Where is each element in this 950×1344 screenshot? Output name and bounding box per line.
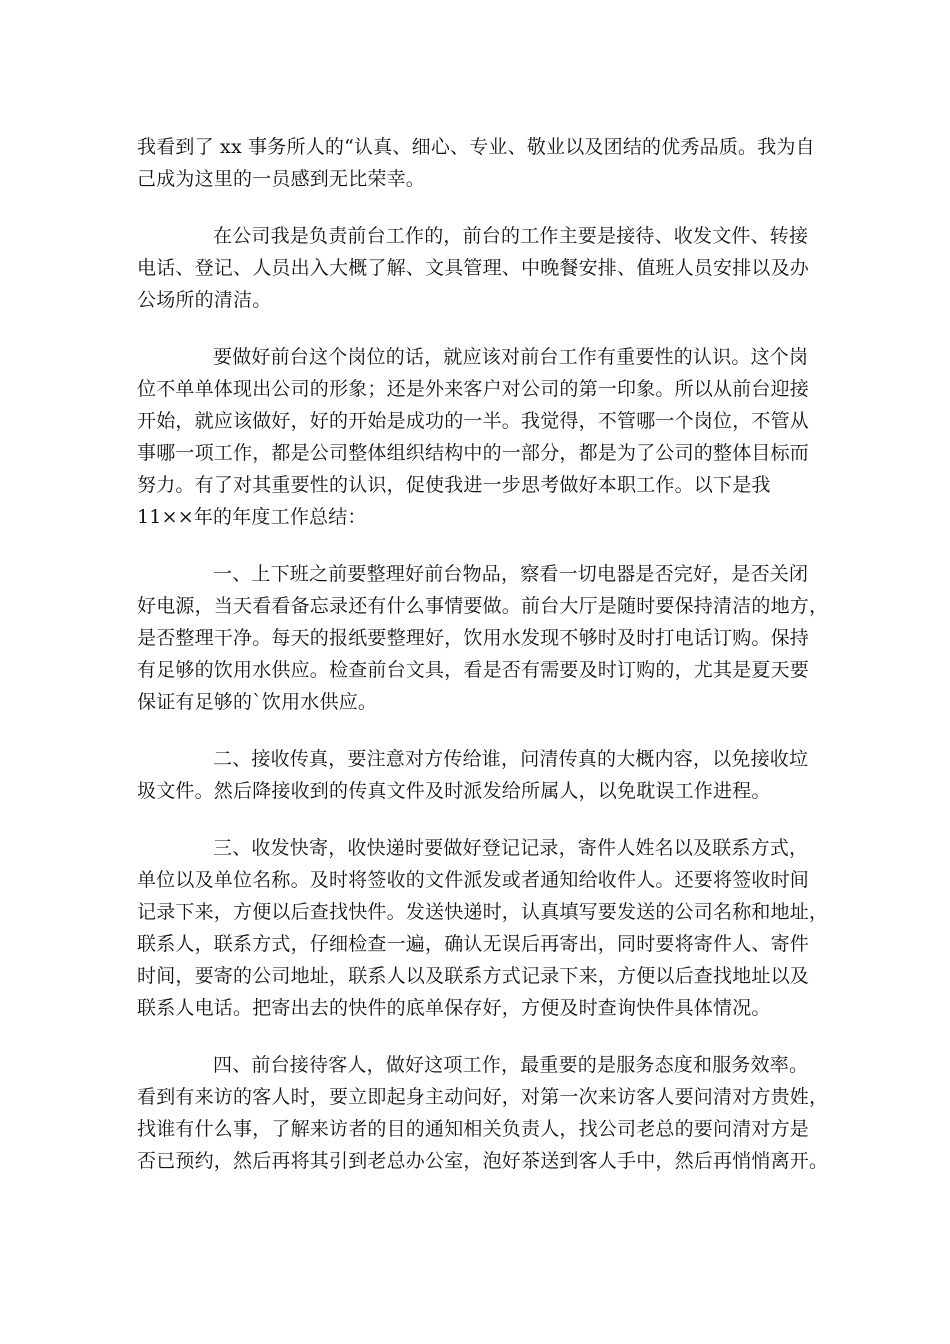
text-line: 11××年的年度工作总结：: [137, 506, 367, 528]
text-line: 事哪一项工作，都是公司整体组织结构中的一部分，都是为了公司的整体目标而: [137, 442, 810, 464]
text-line: 单位以及单位名称。及时将签收的文件派发或者通知给收件人。还要将签收时间: [137, 869, 810, 891]
text-line: 否已预约，然后再将其引到老总办公室，泡好茶送到客人手中，然后再悄悄离开。: [137, 1150, 829, 1172]
paragraph-5: [137, 743, 827, 807]
paragraph-3: [137, 341, 827, 533]
text-line: 要做好前台这个岗位的话，就应该对前台工作有重要性的认识。这个岗: [213, 346, 809, 368]
text-line: 开始，就应该做好，好的开始是成功的一半。我觉得，不管哪一个岗位，不管从: [137, 410, 810, 432]
text-line: 四、前台接待客人，做好这项工作，最重要的是服务态度和服务效率。: [213, 1054, 809, 1076]
text-line: 找谁有什么事，了解来访者的目的通知相关负责人，找公司老总的要问清对方是: [137, 1118, 810, 1140]
text-line: 己成为这里的一员感到无比荣幸。: [137, 168, 426, 190]
document-page: [137, 131, 827, 1202]
paragraph-1: [137, 131, 827, 195]
text-line: 联系人电话。把寄出去的快件的底单保存好，方便及时查询快件具体情况。: [137, 997, 771, 1019]
text-line: 看到有来访的客人时，要立即起身主动问好，对第一次来访客人要问清对方贵姓，: [137, 1086, 829, 1108]
text-line: 一、上下班之前要整理好前台物品，察看一切电器是否完好，是否关闭: [213, 563, 809, 585]
paragraph-7: [137, 1049, 827, 1177]
text-line: 我看到了 xx 事务所人的“认真、细心、专业、敬业以及团结的优秀品质。我为自: [137, 136, 815, 158]
text-line: 位不单单体现出公司的形象；还是外来客户对公司的第一印象。所以从前台迎接: [137, 378, 810, 400]
text-line: 电话、登记、人员出入大概了解、文具管理、中晚餐安排、值班人员安排以及办: [137, 257, 810, 279]
text-line: 好电源，当天看看备忘录还有什么事情要做。前台大厅是随时要保持清洁的地方，: [137, 595, 829, 617]
paragraph-2: [137, 220, 827, 316]
text-line: 记录下来，方便以后查找快件。发送快递时，认真填写要发送的公司名称和地址，: [137, 901, 829, 923]
text-line: 在公司我是负责前台工作的，前台的工作主要是接待、收发文件、转接: [213, 225, 809, 247]
paragraph-4: [137, 558, 827, 718]
text-line: 二、接收传真，要注意对方传给谁，问清传真的大概内容，以免接收垃: [213, 748, 809, 770]
text-line: 有足够的饮用水供应。检查前台文具，看是否有需要及时订购的，尤其是夏天要: [137, 659, 810, 681]
text-line: 联系人，联系方式，仔细检查一遍，确认无误后再寄出，同时要将寄件人、寄件: [137, 933, 810, 955]
text-line: 时间，要寄的公司地址，联系人以及联系方式记录下来，方便以后查找地址以及: [137, 965, 810, 987]
text-line: 公场所的清洁。: [137, 289, 272, 311]
text-line: 保证有足够的`饮用水供应。: [137, 691, 378, 713]
text-line: 是否整理干净。每天的报纸要整理好，饮用水发现不够时及时打电话订购。保持: [137, 627, 810, 649]
paragraph-6: [137, 832, 827, 1024]
text-line: 圾文件。然后降接收到的传真文件及时派发给所属人，以免耽误工作进程。: [137, 780, 771, 802]
text-line: 三、收发快寄，收快递时要做好登记记录，寄件人姓名以及联系方式，: [213, 837, 809, 859]
text-line: 努力。有了对其重要性的认识，促使我进一步思考做好本职工作。以下是我: [137, 474, 771, 496]
